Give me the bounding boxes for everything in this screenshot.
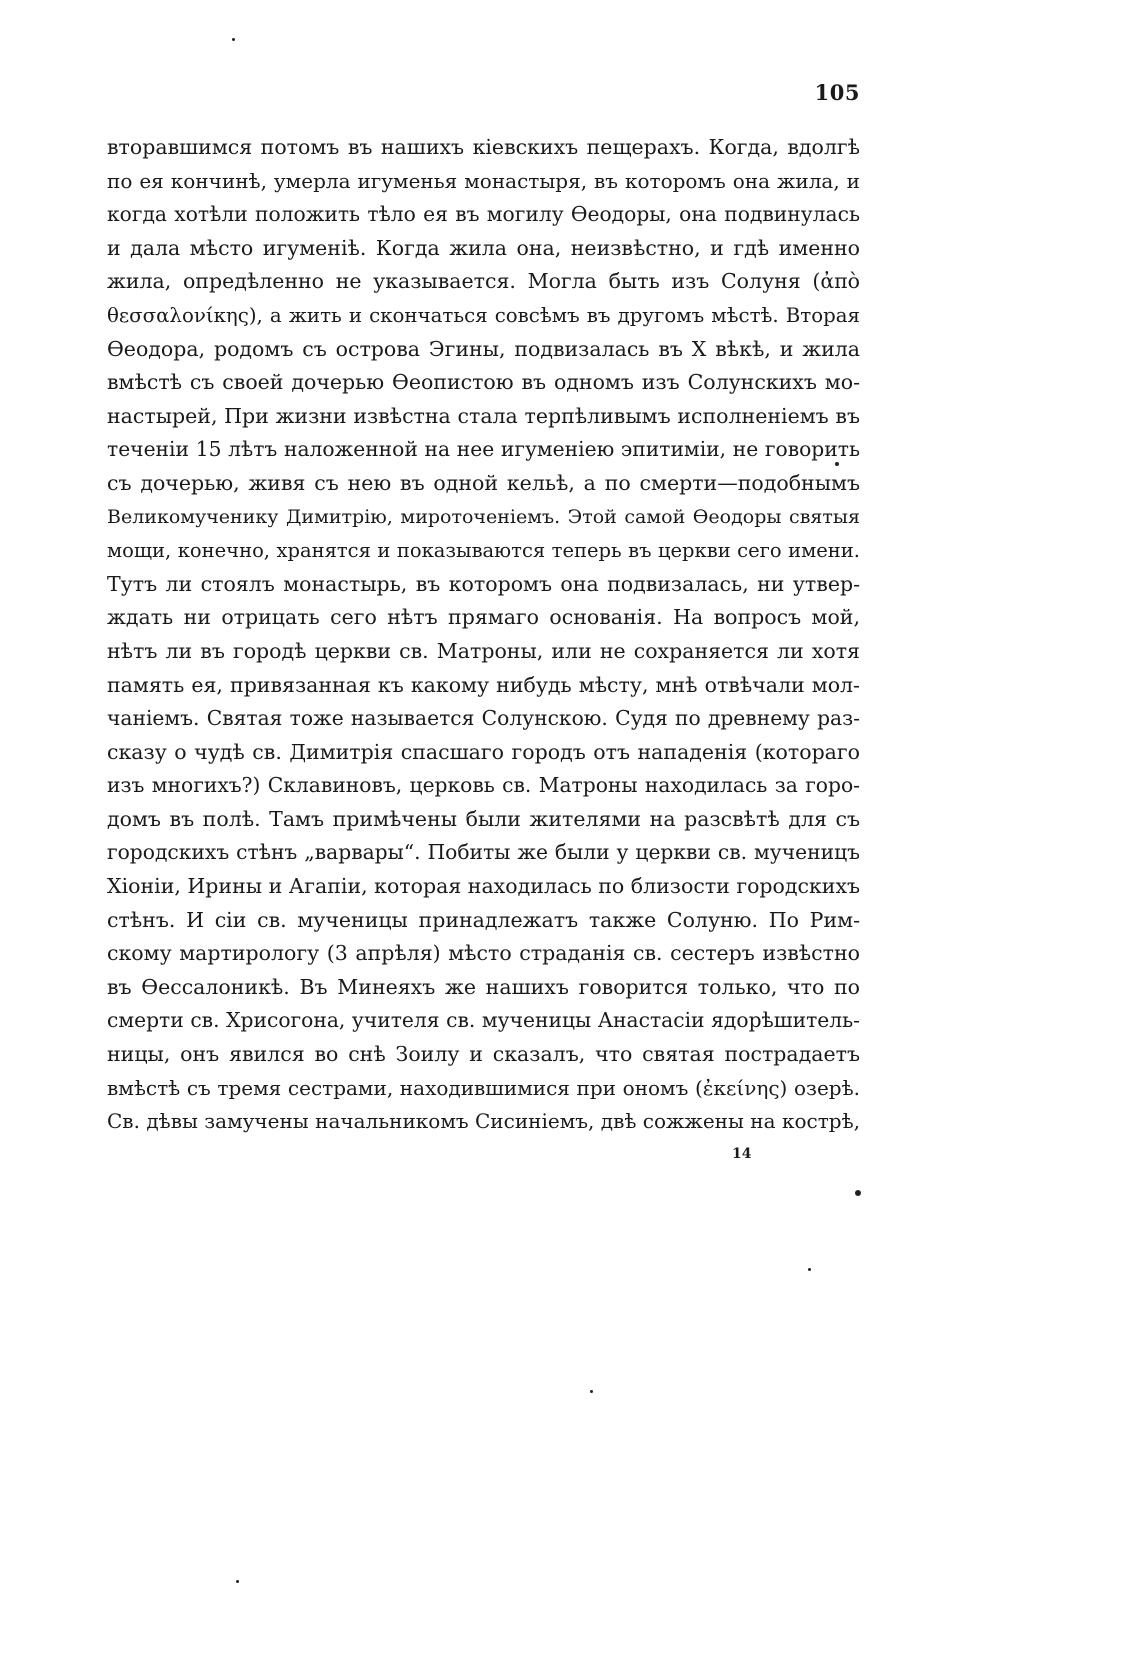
text-line: съ дочерью, живя съ нею въ одной кельѣ, а по смерти—подобнымъ: [107, 470, 860, 495]
text-line: въ Өессалоникѣ. Въ Минеяхъ же нашихъ говорится только, что по: [107, 974, 860, 999]
text-line: настырей, При жизни извѣстна стала терпѣливымъ исполненіемъ въ: [107, 403, 860, 428]
text-line: ждать ни отрицать сего нѣтъ прямаго основанія. На вопросъ мой,: [107, 605, 860, 630]
text-line: чаніемъ. Святая тоже называется Солунскою. Судя по древнему раз-: [107, 706, 860, 731]
scan-speck: [232, 38, 235, 41]
text-line: скому мартирологу (3 апрѣля) мѣсто страданія св. сестеръ извѣстно: [107, 941, 860, 966]
scan-speck: [236, 1580, 239, 1583]
scan-speck: [808, 1268, 811, 1271]
body-text: [107, 131, 860, 1139]
scan-speck: [855, 1190, 861, 1196]
text-line: Великомученику Димитрію, мироточеніемъ. Этой самой Өеодоры святыя: [107, 505, 860, 528]
scan-speck: [835, 462, 839, 466]
text-line: жила, опредѣленно не указывается. Могла быть изъ Солуня (ἀπὸ: [107, 269, 860, 294]
text-line: и дала мѣсто игуменіѣ. Когда жила она, неизвѣстно, и гдѣ именно: [107, 235, 860, 260]
text-line: ницы, онъ явился во снѣ Зоилу и сказалъ, что святая пострадаетъ: [107, 1042, 860, 1067]
text-line: вмѣстѣ съ тремя сестрами, находившимися при ономъ (ἐκείνης) озерѣ.: [107, 1075, 860, 1100]
text-line: сказу о чудѣ св. Димитрія спасшаго городъ отъ нападенія (котораго: [107, 739, 860, 764]
scan-speck: [590, 1390, 593, 1393]
page-number: 105: [814, 80, 860, 105]
text-line: домъ въ полѣ. Тамъ примѣчены были жителями на разсвѣтѣ для съ: [107, 806, 860, 831]
text-line: Хіоніи, Ирины и Агапіи, которая находилась по близости городскихъ: [107, 874, 860, 899]
text-line: когда хотѣли положить тѣло ея въ могилу Өеодоры, она подвинулась: [107, 202, 860, 227]
text-line: городскихъ стѣнъ „варвары“. Побиты же были у церкви св. мученицъ: [107, 840, 860, 865]
text-line: изъ многихъ?) Склавиновъ, церковь св. Матроны находилась за горо-: [107, 773, 860, 798]
text-line: вторавшимся потомъ въ нашихъ кіевскихъ пещерахъ. Когда, вдолгѣ: [107, 135, 860, 159]
signature-mark: 14: [732, 1146, 752, 1162]
text-line: теченіи 15 лѣтъ наложенной на нее игуменіею эпитиміи, не говорить: [107, 437, 860, 462]
text-line: по ея кончинѣ, умерла игуменья монастыря, въ которомъ она жила, и: [107, 168, 860, 193]
text-line: Тутъ ли стоялъ монастырь, въ которомъ она подвизалась, ни утвер-: [107, 571, 860, 596]
text-line: стѣнъ. И сіи св. мученицы принадлежатъ также Солуню. По Рим-: [107, 907, 860, 932]
text-line: мощи, конечно, хранятся и показываются теперь въ церкви сего имени.: [107, 539, 860, 563]
text-line: нѣтъ ли въ городѣ церкви св. Матроны, или не сохраняется ли хотя: [107, 638, 860, 663]
text-line: θεσσαλονίκης), а жить и скончаться совсѣмъ въ другомъ мѣстѣ. Вторая: [107, 303, 860, 327]
text-line: вмѣстѣ съ своей дочерью Өеопистою въ одномъ изъ Солунскихъ мо-: [107, 370, 860, 395]
text-line: смерти св. Хрисогона, учителя св. мученицы Анастасіи ядорѣшитель-: [107, 1008, 860, 1033]
text-line: память ея, привязанная къ какому нибудь мѣсту, мнѣ отвѣчали мол-: [107, 672, 860, 697]
text-line: Өеодора, родомъ съ острова Эгины, подвизалась въ X вѣкѣ, и жила: [107, 336, 860, 361]
text-line: Св. дѣвы замучены начальникомъ Сисиніемъ, двѣ сожжены на кострѣ,: [107, 1109, 860, 1134]
